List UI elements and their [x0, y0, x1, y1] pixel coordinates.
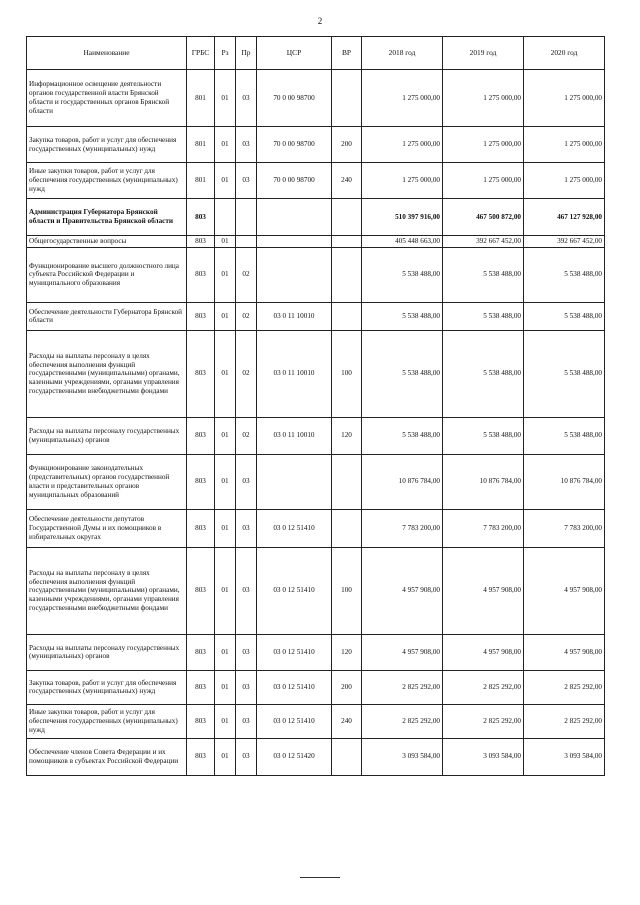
cell-y2019: 4 957 908,00 — [443, 634, 524, 670]
cell-csr: 03 0 12 51410 — [257, 547, 332, 634]
cell-vr: 120 — [332, 417, 362, 454]
cell-y2019: 10 876 784,00 — [443, 454, 524, 509]
table-row — [27, 509, 605, 547]
cell-y2020: 5 538 488,00 — [524, 330, 605, 417]
cell-y2020: 5 538 488,00 — [524, 302, 605, 330]
footer-divider — [300, 877, 340, 878]
cell-vr — [332, 302, 362, 330]
cell-grbs: 801 — [187, 163, 215, 199]
cell-y2020: 1 275 000,00 — [524, 70, 605, 127]
cell-y2020: 5 538 488,00 — [524, 417, 605, 454]
table-row — [27, 704, 605, 738]
cell-y2019: 5 538 488,00 — [443, 417, 524, 454]
cell-name: Обеспечение членов Совета Федерации и их помощников в субъектах Российской Федерации — [27, 738, 187, 775]
cell-y2018: 2 825 292,00 — [362, 704, 443, 738]
cell-rz: 01 — [215, 330, 236, 417]
cell-rz: 01 — [215, 127, 236, 163]
cell-y2018: 510 397 916,00 — [362, 199, 443, 236]
cell-pr: 02 — [236, 302, 257, 330]
cell-grbs: 801 — [187, 127, 215, 163]
cell-rz: 01 — [215, 417, 236, 454]
cell-vr — [332, 247, 362, 302]
cell-pr: 03 — [236, 547, 257, 634]
cell-grbs: 803 — [187, 704, 215, 738]
cell-pr — [236, 199, 257, 236]
cell-csr: 03 0 12 51410 — [257, 634, 332, 670]
cell-pr: 03 — [236, 738, 257, 775]
cell-vr: 120 — [332, 634, 362, 670]
cell-rz: 01 — [215, 302, 236, 330]
cell-y2018: 5 538 488,00 — [362, 417, 443, 454]
cell-csr: 03 0 12 51410 — [257, 670, 332, 704]
cell-y2020: 2 825 292,00 — [524, 704, 605, 738]
cell-rz: 01 — [215, 247, 236, 302]
cell-y2020: 392 667 452,00 — [524, 236, 605, 248]
cell-csr — [257, 454, 332, 509]
cell-vr — [332, 199, 362, 236]
cell-name: Общегосударственные вопросы — [27, 236, 187, 248]
cell-grbs: 803 — [187, 302, 215, 330]
col-header-rz: Рз — [215, 37, 236, 70]
cell-y2019: 1 275 000,00 — [443, 163, 524, 199]
cell-rz: 01 — [215, 509, 236, 547]
col-header-vr: ВР — [332, 37, 362, 70]
cell-vr: 240 — [332, 704, 362, 738]
cell-vr: 100 — [332, 547, 362, 634]
cell-grbs: 803 — [187, 417, 215, 454]
cell-y2020: 4 957 908,00 — [524, 634, 605, 670]
cell-pr: 03 — [236, 670, 257, 704]
cell-y2020: 1 275 000,00 — [524, 127, 605, 163]
cell-y2018: 4 957 908,00 — [362, 634, 443, 670]
cell-name: Иные закупки товаров, работ и услуг для обеспечения государственных (муниципальных) нужд — [27, 704, 187, 738]
cell-pr: 03 — [236, 634, 257, 670]
cell-name: Расходы на выплаты персоналу государственных (муниципальных) органов — [27, 417, 187, 454]
cell-csr — [257, 199, 332, 236]
cell-y2020: 467 127 928,00 — [524, 199, 605, 236]
col-header-csr: ЦСР — [257, 37, 332, 70]
table-row — [27, 454, 605, 509]
cell-vr — [332, 454, 362, 509]
col-header-name: Наименование — [27, 37, 187, 70]
cell-y2018: 5 538 488,00 — [362, 247, 443, 302]
cell-csr: 03 0 11 10010 — [257, 330, 332, 417]
cell-y2019: 467 500 872,00 — [443, 199, 524, 236]
cell-y2019: 392 667 452,00 — [443, 236, 524, 248]
col-header-grbs: ГРБС — [187, 37, 215, 70]
cell-y2019: 7 783 200,00 — [443, 509, 524, 547]
cell-csr: 03 0 12 51410 — [257, 704, 332, 738]
cell-rz: 01 — [215, 70, 236, 127]
cell-y2018: 5 538 488,00 — [362, 302, 443, 330]
cell-y2018: 1 275 000,00 — [362, 127, 443, 163]
cell-pr — [236, 236, 257, 248]
cell-vr — [332, 236, 362, 248]
cell-grbs: 803 — [187, 454, 215, 509]
cell-grbs: 803 — [187, 247, 215, 302]
cell-pr: 03 — [236, 163, 257, 199]
cell-name: Обеспечение деятельности депутатов Государственной Думы и их помощников в избирательных округах — [27, 509, 187, 547]
table-row — [27, 417, 605, 454]
cell-grbs: 803 — [187, 738, 215, 775]
cell-csr — [257, 247, 332, 302]
cell-csr: 03 0 12 51420 — [257, 738, 332, 775]
cell-rz — [215, 199, 236, 236]
cell-rz: 01 — [215, 704, 236, 738]
cell-csr: 03 0 12 51410 — [257, 509, 332, 547]
cell-vr — [332, 70, 362, 127]
cell-grbs: 803 — [187, 236, 215, 248]
table-row — [27, 670, 605, 704]
cell-grbs: 803 — [187, 547, 215, 634]
cell-grbs: 803 — [187, 330, 215, 417]
cell-name: Администрация Губернатора Брянской области и Правительства Брянской области — [27, 199, 187, 236]
cell-vr: 240 — [332, 163, 362, 199]
cell-grbs: 803 — [187, 199, 215, 236]
table-row — [27, 236, 605, 248]
cell-name: Расходы на выплаты персоналу в целях обеспечения выполнения функций государственными (муниципальными) органами, казенными учреждениями, органами управления государственными внебюджетными фондами — [27, 547, 187, 634]
cell-pr: 03 — [236, 70, 257, 127]
cell-name: Расходы на выплаты персоналу государственных (муниципальных) органов — [27, 634, 187, 670]
cell-y2019: 2 825 292,00 — [443, 670, 524, 704]
cell-rz: 01 — [215, 236, 236, 248]
col-header-2018: 2018 год — [362, 37, 443, 70]
cell-y2019: 5 538 488,00 — [443, 247, 524, 302]
cell-grbs: 801 — [187, 70, 215, 127]
cell-vr: 200 — [332, 127, 362, 163]
page-number: 2 — [317, 16, 323, 26]
cell-name: Закупка товаров, работ и услуг для обеспечения государственных (муниципальных) нужд — [27, 127, 187, 163]
cell-name: Закупка товаров, работ и услуг для обеспечения государственных (муниципальных) нужд — [27, 670, 187, 704]
cell-vr: 200 — [332, 670, 362, 704]
table-row — [27, 247, 605, 302]
table-row — [27, 634, 605, 670]
col-header-2019: 2019 год — [443, 37, 524, 70]
cell-y2019: 3 093 584,00 — [443, 738, 524, 775]
cell-rz: 01 — [215, 634, 236, 670]
cell-name: Обеспечение деятельности Губернатора Брянской области — [27, 302, 187, 330]
cell-pr: 02 — [236, 330, 257, 417]
cell-y2018: 3 093 584,00 — [362, 738, 443, 775]
cell-grbs: 803 — [187, 634, 215, 670]
table-row — [27, 70, 605, 127]
col-header-2020: 2020 год — [524, 37, 605, 70]
cell-rz: 01 — [215, 547, 236, 634]
cell-grbs: 803 — [187, 670, 215, 704]
cell-vr: 100 — [332, 330, 362, 417]
cell-y2018: 2 825 292,00 — [362, 670, 443, 704]
cell-pr: 03 — [236, 704, 257, 738]
cell-rz: 01 — [215, 163, 236, 199]
cell-y2018: 5 538 488,00 — [362, 330, 443, 417]
cell-y2020: 1 275 000,00 — [524, 163, 605, 199]
table-header-row — [27, 37, 605, 70]
cell-csr: 70 0 00 98700 — [257, 127, 332, 163]
table-row — [27, 330, 605, 417]
cell-csr — [257, 236, 332, 248]
cell-y2019: 1 275 000,00 — [443, 70, 524, 127]
cell-vr — [332, 509, 362, 547]
cell-name: Расходы на выплаты персоналу в целях обеспечения выполнения функций государственными (муниципальными) органами, казенными учреждениями, органами управления государственными внебюджетными фондами — [27, 330, 187, 417]
cell-vr — [332, 738, 362, 775]
cell-csr: 70 0 00 98700 — [257, 70, 332, 127]
cell-y2018: 405 448 663,00 — [362, 236, 443, 248]
cell-csr: 03 0 11 10010 — [257, 302, 332, 330]
cell-rz: 01 — [215, 454, 236, 509]
cell-rz: 01 — [215, 738, 236, 775]
cell-pr: 03 — [236, 509, 257, 547]
cell-csr: 70 0 00 98700 — [257, 163, 332, 199]
cell-name: Иные закупки товаров, работ и услуг для обеспечения государственных (муниципальных) нужд — [27, 163, 187, 199]
table-row — [27, 302, 605, 330]
cell-y2018: 4 957 908,00 — [362, 547, 443, 634]
col-header-pr: Пр — [236, 37, 257, 70]
table-row — [27, 163, 605, 199]
cell-name: Информационное освещение деятельности органов государственной власти Брянской области и государственных органов Брянской области — [27, 70, 187, 127]
cell-pr: 03 — [236, 454, 257, 509]
cell-name: Функционирование законодательных (представительных) органов государственной власти и представительных органов муниципальных образований — [27, 454, 187, 509]
cell-y2020: 7 783 200,00 — [524, 509, 605, 547]
cell-pr: 02 — [236, 417, 257, 454]
cell-y2019: 4 957 908,00 — [443, 547, 524, 634]
cell-csr: 03 0 11 10010 — [257, 417, 332, 454]
budget-table — [26, 36, 605, 776]
cell-y2018: 1 275 000,00 — [362, 163, 443, 199]
cell-y2020: 5 538 488,00 — [524, 247, 605, 302]
cell-y2020: 3 093 584,00 — [524, 738, 605, 775]
cell-pr: 02 — [236, 247, 257, 302]
table-row — [27, 199, 605, 236]
cell-y2020: 2 825 292,00 — [524, 670, 605, 704]
cell-y2019: 5 538 488,00 — [443, 330, 524, 417]
cell-y2019: 5 538 488,00 — [443, 302, 524, 330]
table-row — [27, 547, 605, 634]
cell-y2020: 4 957 908,00 — [524, 547, 605, 634]
table-body — [27, 70, 605, 776]
cell-y2018: 7 783 200,00 — [362, 509, 443, 547]
cell-y2019: 1 275 000,00 — [443, 127, 524, 163]
cell-y2018: 10 876 784,00 — [362, 454, 443, 509]
cell-pr: 03 — [236, 127, 257, 163]
table-row — [27, 127, 605, 163]
cell-grbs: 803 — [187, 509, 215, 547]
table-row — [27, 738, 605, 775]
cell-name: Функционирование высшего должностного лица субъекта Российской Федерации и муниципального образования — [27, 247, 187, 302]
cell-y2020: 10 876 784,00 — [524, 454, 605, 509]
cell-rz: 01 — [215, 670, 236, 704]
cell-y2019: 2 825 292,00 — [443, 704, 524, 738]
cell-y2018: 1 275 000,00 — [362, 70, 443, 127]
